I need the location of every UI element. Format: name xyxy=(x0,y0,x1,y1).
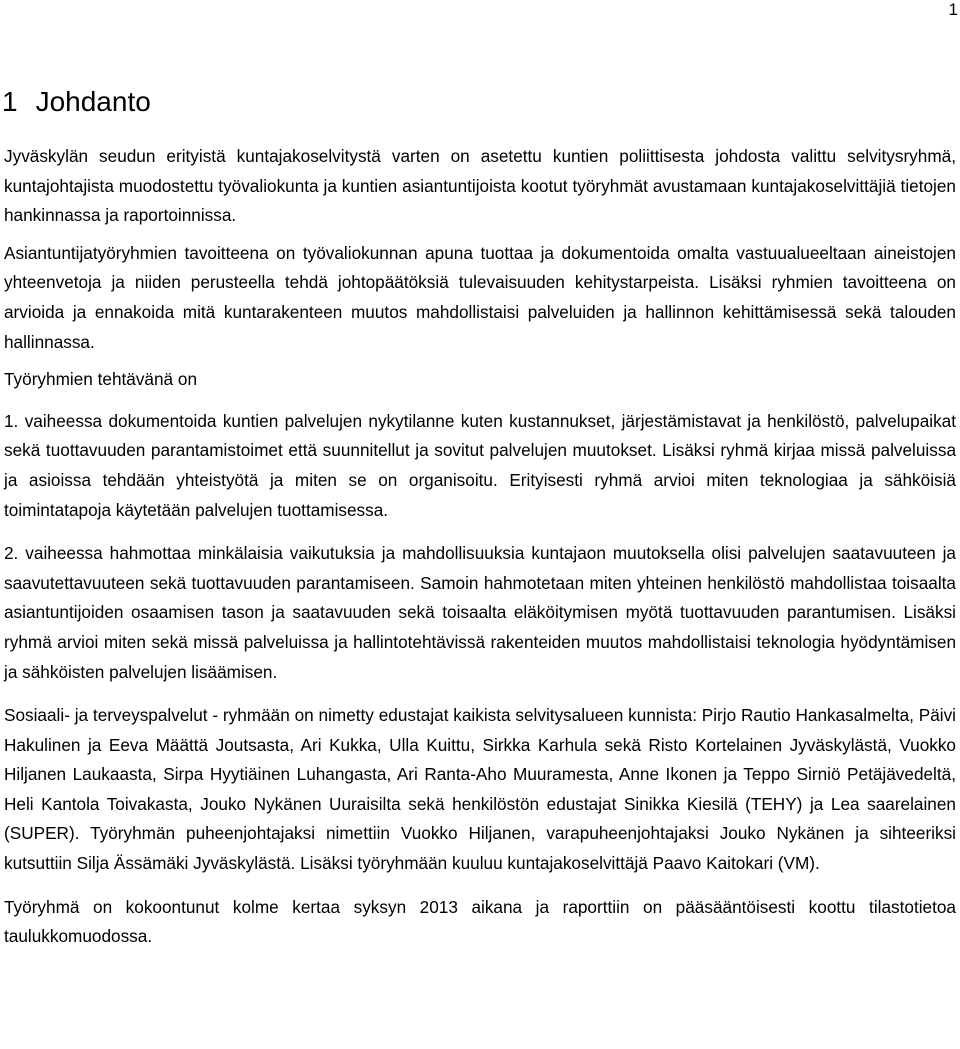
meetings-paragraph: Työryhmä on kokoontunut kolme kertaa syksyn 2013 aikana ja raporttiin on pääsääntöisesti koottu tilastotietoa taulukkomuodossa. xyxy=(4,896,956,947)
section-number: 1 xyxy=(2,86,18,117)
section-heading xyxy=(2,84,151,120)
goals-paragraph: Asiantuntijatyöryhmien tavoitteena on työvaliokunnan apuna tuottaa ja dokumentoida omalta vastuualueeltaan aineistojen yhteenvetoja ja niiden perusteella tehdä johtopäätöksiä tulevaisuuden kehitystarpeista. Lisäksi ryhmien tavoitteena on arvioida ja ennakoida mitä kuntarakenteen muutos mahdollistaisi palveluiden ja hallinnon kehittämisessä sekä talouden hallinnassa. xyxy=(4,242,956,352)
page-number: 1 xyxy=(948,0,958,19)
members-paragraph: Sosiaali- ja terveyspalvelut - ryhmään on nimetty edustajat kaikista selvitysalueen kunnista: Pirjo Rautio Hankasalmelta, Päivi Hakulinen ja Eeva Määttä Joutsasta, Ari Kukka, Ulla Kuittu, Sirkka Karhula sekä Risto Kortelainen Jyväskylästä, Vuokko Hiljanen Laukaasta, Sirpa Hyytiäinen Luhangasta, Ari Ranta-Aho Muuramesta, Anne Ikonen ja Teppo Sirniö Petäjävedeltä, Heli Kantola Toivakasta, Jouko Nykänen Uuraisilta sekä henkilöstön edustajat Sinikka Kiesilä (TEHY) ja Lea saarelainen (SUPER). Työryhmän puheenjohtajaksi nimettiin Vuokko Hiljanen, varapuheenjohtajaksi Jouko Nykänen ja sihteeriksi kutsuttiin Silja Ässämäki Jyväskylästä. Lisäksi työryhmään kuuluu kuntajakoselvittäjä Paavo Kaitokari (VM). xyxy=(4,705,956,874)
phase-2-paragraph: 2. vaiheessa hahmottaa minkälaisia vaikutuksia ja mahdollisuuksia kuntajaon muutoksella olisi palvelujen saatavuuteen ja saavutettavuuteen sekä tuottavuuden parantamiseen. Samoin hahmotetaan miten yhteinen henkilöstö mahdollistaa toisaalta asiantuntijoiden osaamisen tason ja saatavuuden sekä toisaalta eläköitymisen myötä tuottavuuden parantumisen. Lisäksi ryhmä arvioi miten sekä missä palveluissa ja hallintotehtävissä rakenteiden muutos mahdollistaisi teknologia hyödyntämisen ja sähköisten palvelujen lisäämisen. xyxy=(4,543,956,682)
phase-1-paragraph: 1. vaiheessa dokumentoida kuntien palvelujen nykytilanne kuten kustannukset, järjestämistavat ja henkilöstö, palvelupaikat sekä tuottavuuden parantamistoimet että suunnitellut ja sovitut palvelujen muutokset. Lisäksi ryhmä kirjaa missä palveluissa ja asioissa tehdään yhteistyötä ja miten se on organisoitu. Erityisesti ryhmä arvioi miten teknologiaa ja sähköisiä toimintatapoja käytetään palvelujen tuottamisessa. xyxy=(4,410,956,520)
intro-paragraph: Jyväskylän seudun erityistä kuntajakoselvitystä varten on asetettu kuntien poliittisesta johdosta valittu selvitysryhmä, kuntajohtajista muodostettu työvaliokunta ja kuntien asiantuntijoista kootut työryhmät avustamaan kuntajakoselvittäjiä tietojen hankinnassa ja raportoinnissa. xyxy=(4,146,956,226)
document-body xyxy=(4,142,956,952)
tasks-intro: Työryhmien tehtävänä on xyxy=(4,369,197,390)
section-title: Johdanto xyxy=(35,86,151,117)
